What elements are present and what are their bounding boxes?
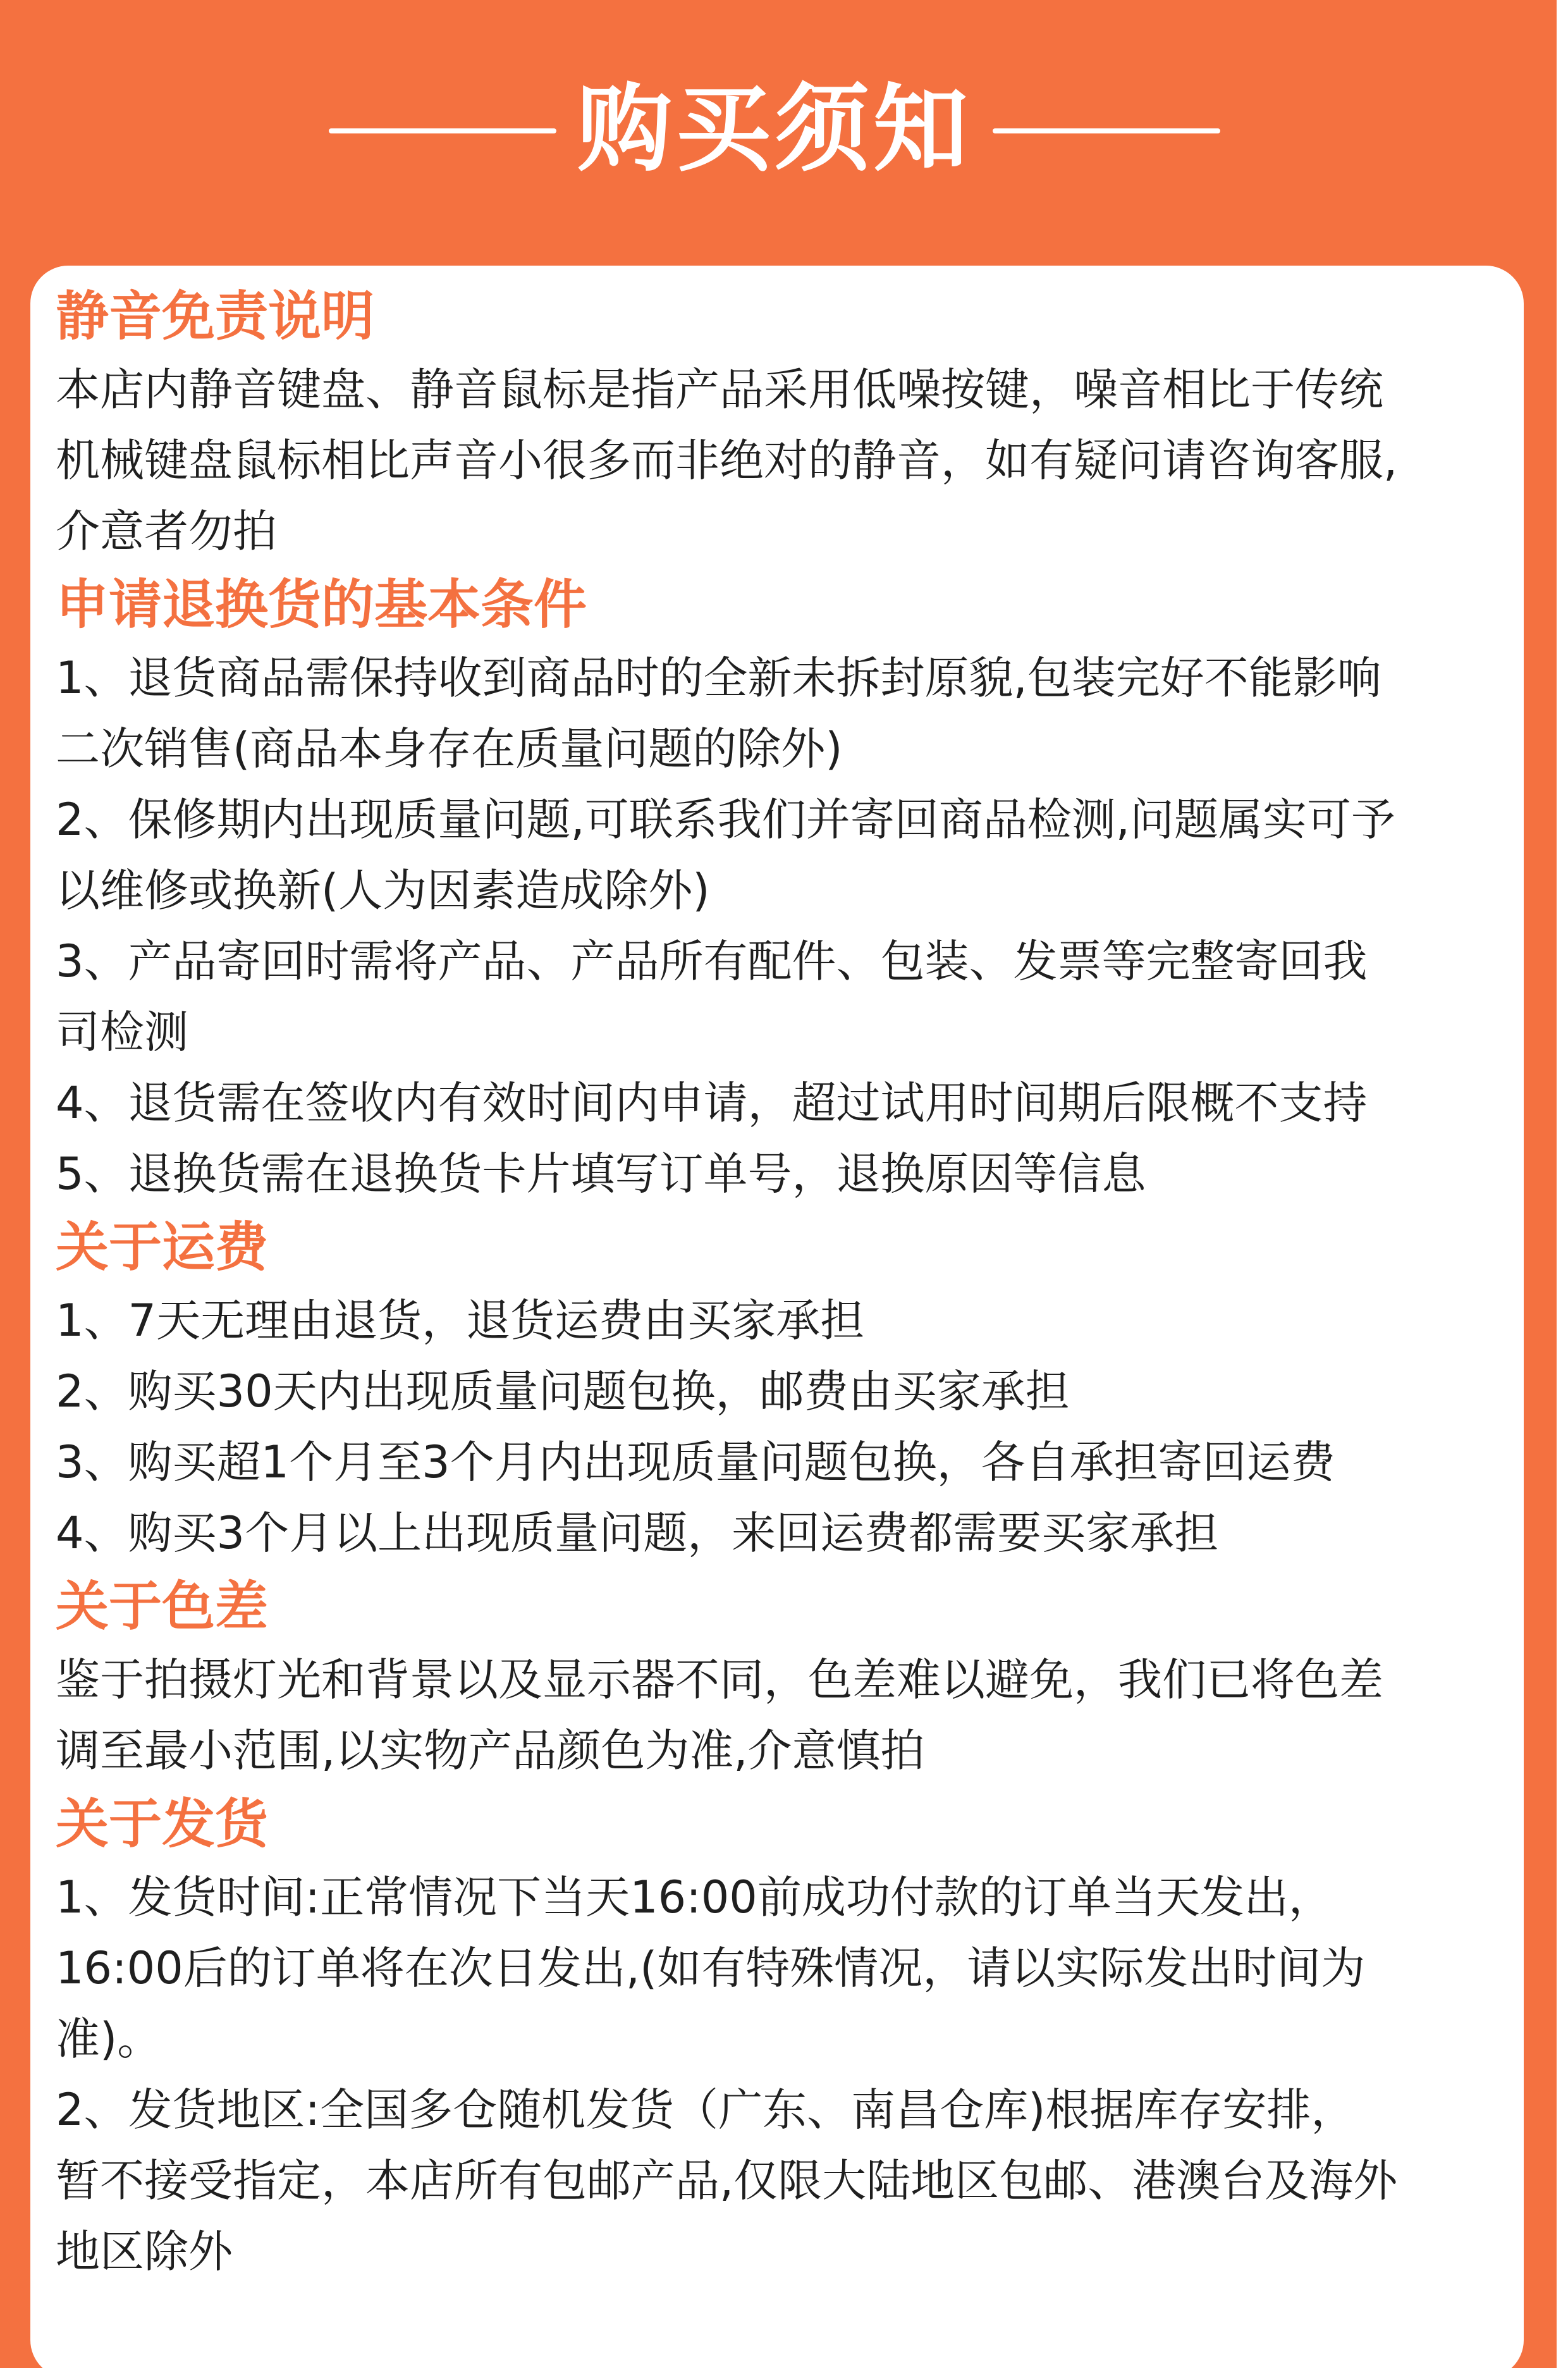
- body-line: 2、保修期内出现质量问题,可联系我们并寄回商品检测,问题属实可予: [56, 794, 1396, 846]
- body-line: 鉴于拍摄灯光和背景以及显示器不同，色差难以避免，我们已将色差: [56, 1654, 1383, 1706]
- section-silent-disclaimer: [56, 278, 1529, 567]
- body-line: 以维修或换新(人为因素造成除外): [56, 865, 710, 916]
- body-line: 16:00后的订单将在次日发出,(如有特殊情况，请以实际发出时间为: [56, 1942, 1366, 1994]
- body-line: 1、发货时间:正常情况下当天16:00前成功付款的订单当天发出，: [56, 1871, 1333, 1923]
- body-line: 地区除外: [56, 2226, 233, 2277]
- body-line: 调至最小范围,以实物产品颜色为准,介意慎拍: [56, 1725, 925, 1777]
- header-divider-right: [993, 128, 1220, 133]
- section-color-difference: [56, 1568, 1529, 1786]
- body-line: 3、产品寄回时需将产品、产品所有配件、包装、发票等完整寄回我: [56, 935, 1368, 987]
- body-line: 5、退换货需在退换货卡片填写订单号，退换原因等信息: [56, 1148, 1146, 1200]
- section-title: 关于运费: [56, 1216, 269, 1278]
- body-line: 暂不接受指定，本店所有包邮产品,仅限大陆地区包邮、港澳台及海外: [56, 2155, 1398, 2207]
- section-title: 静音免责说明: [56, 285, 375, 347]
- section-title: 关于色差: [56, 1575, 269, 1637]
- header-divider-left: [329, 128, 556, 133]
- body-line: 2、购买30天内出现质量问题包换，邮费由买家承担: [56, 1365, 1070, 1417]
- notice-content: [56, 278, 1529, 2365]
- header-banner: [0, 0, 1557, 266]
- body-line: 准)。: [56, 2013, 162, 2065]
- section-return-conditions: [56, 567, 1529, 1209]
- section-shipping-fees: [56, 1209, 1529, 1568]
- body-line: 机械键盘鼠标相比声音小很多而非绝对的静音，如有疑问请咨询客服,: [56, 434, 1398, 486]
- body-line: 1、7天无理由退货，退货运费由买家承担: [56, 1295, 865, 1346]
- page-title: 购买须知: [577, 75, 972, 185]
- body-line: 4、购买3个月以上出现质量问题，来回运费都需要买家承担: [56, 1507, 1219, 1559]
- body-line: 本店内静音键盘、静音鼠标是指产品采用低噪按键，噪音相比于传统: [56, 364, 1383, 416]
- section-title: 关于发货: [56, 1793, 269, 1855]
- body-line: 二次销售(商品本身存在质量问题的除外): [56, 723, 843, 775]
- section-title: 申请退换货的基本条件: [56, 574, 587, 636]
- body-line: 2、发货地区:全国多仓随机发货（广东、南昌仓库)根据库存安排，: [56, 2084, 1356, 2136]
- section-delivery: [56, 1786, 1529, 2287]
- body-line: 1、退货商品需保持收到商品时的全新未拆封原貌,包装完好不能影响: [56, 652, 1381, 704]
- body-line: 司检测: [56, 1006, 188, 1058]
- body-line: 4、退货需在签收内有效时间内申请，超过试用时间期后限概不支持: [56, 1077, 1368, 1129]
- body-line: 3、购买超1个月至3个月内出现质量问题包换，各自承担寄回运费: [56, 1436, 1335, 1488]
- body-line: 介意者勿拍: [56, 505, 277, 557]
